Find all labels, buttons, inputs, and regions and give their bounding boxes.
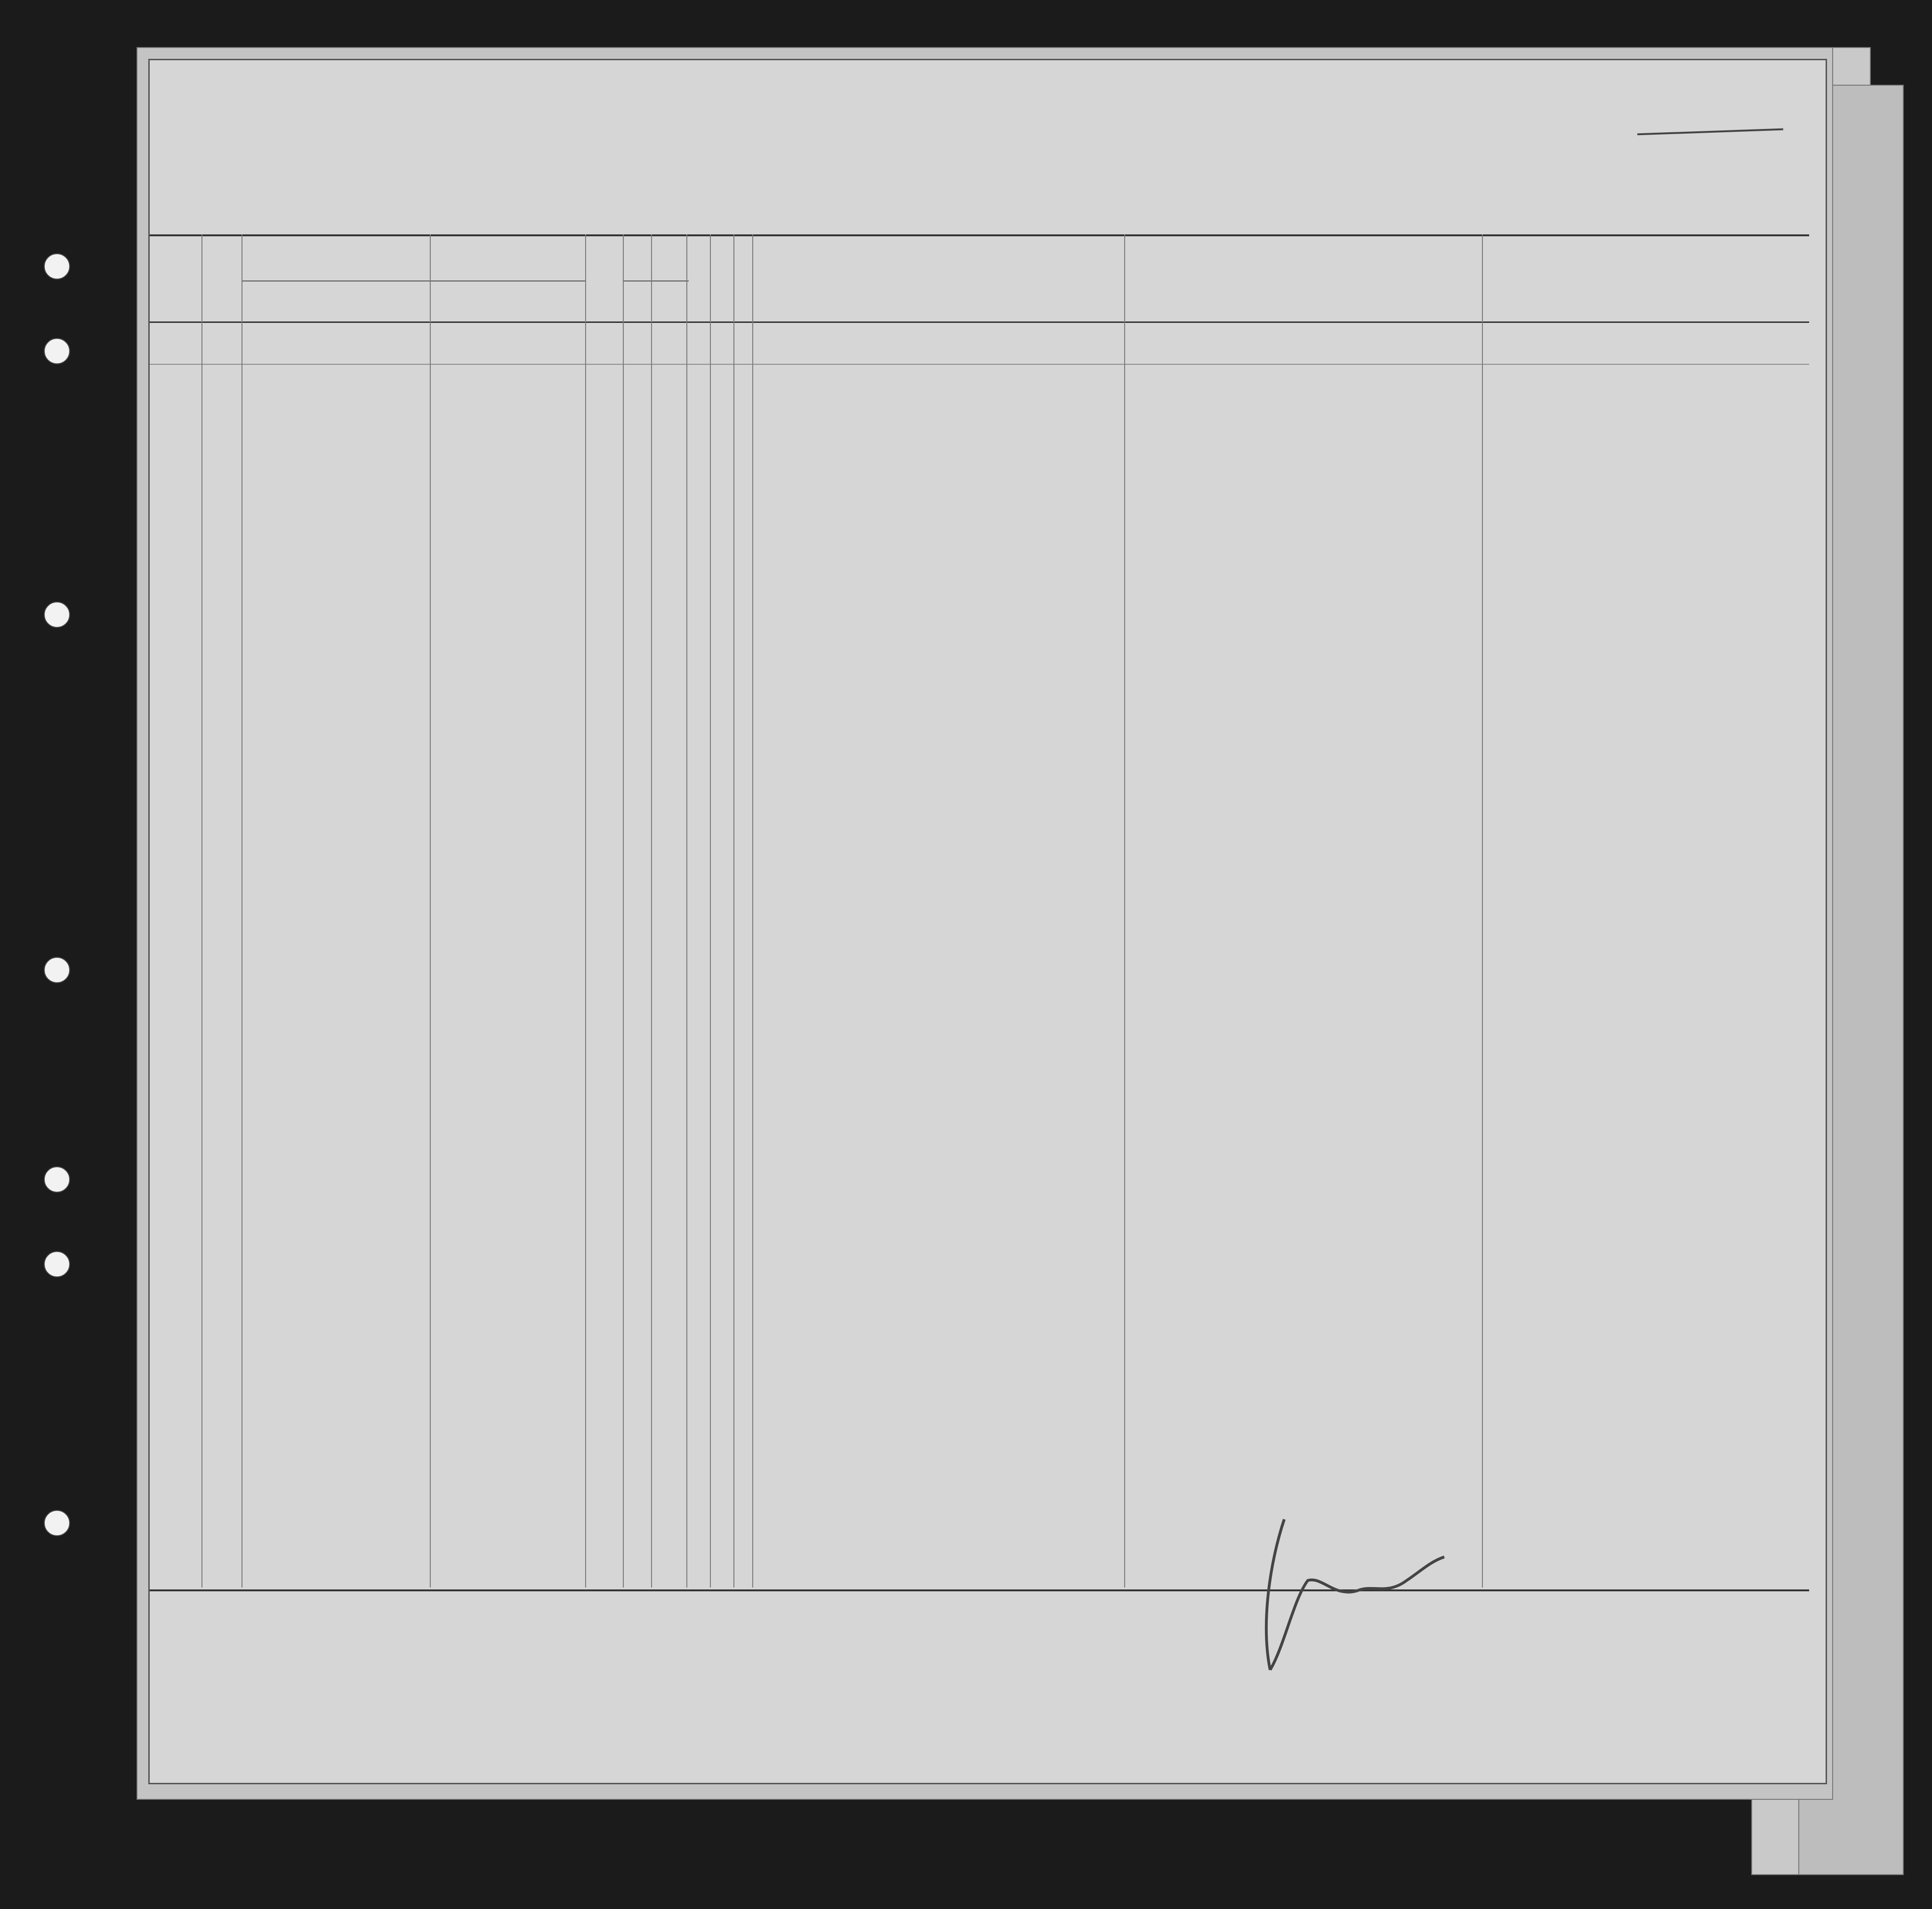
- column-rule: [733, 234, 734, 1588]
- binder-hole: [44, 957, 70, 983]
- number-underline: [1637, 128, 1783, 136]
- column-rule: [585, 234, 586, 1588]
- binder-hole: [44, 253, 70, 280]
- inspector-signature: [1251, 1505, 1449, 1684]
- column-rule: [710, 234, 711, 1588]
- column-rule: [1124, 234, 1125, 1588]
- binder-hole: [44, 1510, 70, 1536]
- column-rule: [623, 234, 624, 1588]
- header-bottom-rule: [150, 321, 1809, 323]
- column-rule: [430, 234, 431, 1588]
- column-rule: [1482, 234, 1483, 1588]
- row-rule: [150, 364, 1809, 365]
- column-rule: [686, 234, 687, 1588]
- binder-hole: [44, 602, 70, 628]
- column-rule: [651, 234, 652, 1588]
- binder-hole: [44, 1251, 70, 1277]
- column-rule: [752, 234, 753, 1588]
- column-rule: [201, 234, 202, 1588]
- manifest-sheet: [148, 59, 1827, 1784]
- binder-hole: [44, 1166, 70, 1193]
- binder-hole: [44, 338, 70, 364]
- manifest-table: [150, 234, 1809, 1591]
